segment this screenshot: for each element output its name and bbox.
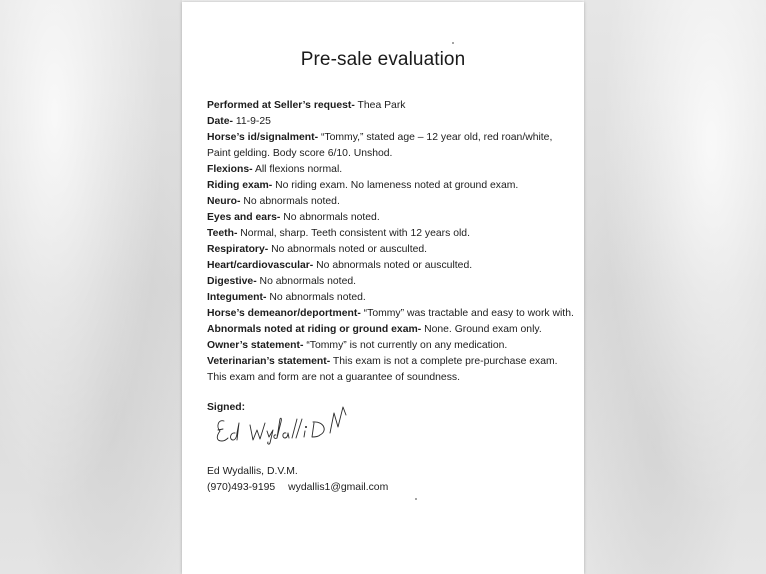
field-value: No abnormals noted or ausculted. bbox=[268, 244, 428, 255]
field-label: Eyes and ears- bbox=[207, 212, 281, 223]
field-riding-exam bbox=[207, 178, 577, 194]
field-vet-statement bbox=[207, 354, 577, 386]
signed-label: Signed: bbox=[207, 402, 246, 413]
field-owner-statement bbox=[207, 338, 577, 354]
field-label: Veterinarian’s statement- bbox=[207, 356, 331, 367]
field-value: Normal, sharp. Teeth consistent with 12 years old. bbox=[237, 228, 470, 239]
field-value: No riding exam. No lameness noted at ground exam. bbox=[272, 180, 519, 191]
field-neuro bbox=[207, 194, 577, 210]
field-value: No abnormals noted. bbox=[266, 292, 366, 303]
field-value: “Tommy” was tractable and easy to work with. bbox=[360, 308, 574, 319]
document-page bbox=[182, 2, 584, 574]
field-seller-request bbox=[207, 98, 577, 114]
field-value: No abnormals noted. bbox=[256, 276, 357, 287]
field-teeth bbox=[207, 226, 577, 242]
field-value: 11-9-25 bbox=[232, 116, 271, 127]
vet-email[interactable]: wydallis1@gmail.com bbox=[288, 482, 389, 493]
field-label: Teeth- bbox=[207, 228, 238, 239]
field-label: Performed at Seller’s request- bbox=[207, 100, 355, 111]
field-label: Digestive- bbox=[207, 276, 257, 287]
field-label: Flexions- bbox=[207, 164, 253, 175]
field-label: Owner’s statement- bbox=[207, 340, 304, 351]
document-title: Pre-sale evaluation bbox=[300, 49, 466, 70]
field-label: Horse’s demeanor/deportment- bbox=[207, 308, 361, 319]
vet-name: Ed Wydallis, D.V.M. bbox=[207, 466, 298, 477]
background-left bbox=[0, 0, 182, 574]
field-value: No abnormals noted. bbox=[240, 196, 340, 207]
field-value: This exam is not a complete pre-purchase exam. This exam and form are not a guarantee of soundness. bbox=[207, 356, 558, 383]
field-date bbox=[207, 114, 577, 130]
field-label: Respiratory- bbox=[207, 244, 269, 255]
field-integument bbox=[207, 290, 577, 306]
field-signalment bbox=[207, 130, 577, 162]
field-digestive bbox=[207, 274, 577, 290]
field-cardiovascular bbox=[207, 258, 577, 274]
scan-speck bbox=[415, 498, 417, 500]
field-label: Integument- bbox=[207, 292, 267, 303]
field-value: “Tommy,” stated age – 12 year old, red roan/white, Paint gelding. Body score 6/10. Unshod. bbox=[207, 132, 553, 159]
field-value: “Tommy” is not currently on any medication. bbox=[303, 340, 508, 351]
field-value: All flexions normal. bbox=[252, 164, 343, 175]
field-label: Abnormals noted at riding or ground exam- bbox=[207, 324, 422, 335]
field-label: Date- bbox=[207, 116, 233, 127]
field-value: Thea Park bbox=[354, 100, 406, 111]
field-label: Horse’s id/signalment- bbox=[207, 132, 319, 143]
field-label: Neuro- bbox=[207, 196, 241, 207]
vet-phone: (970)493-9195 bbox=[207, 482, 276, 493]
field-value: No abnormals noted or ausculted. bbox=[313, 260, 473, 271]
field-label: Riding exam- bbox=[207, 180, 273, 191]
field-demeanor bbox=[207, 306, 577, 322]
field-abnormals bbox=[207, 322, 577, 338]
scan-speck bbox=[452, 42, 454, 44]
field-value: None. Ground exam only. bbox=[421, 324, 542, 335]
vet-contact bbox=[207, 480, 577, 496]
field-eyes-ears bbox=[207, 210, 577, 226]
field-label: Heart/cardiovascular- bbox=[207, 260, 314, 271]
field-flexions bbox=[207, 162, 577, 178]
field-value: No abnormals noted. bbox=[280, 212, 380, 223]
background-right bbox=[584, 0, 766, 574]
field-respiratory bbox=[207, 242, 577, 258]
signature-image bbox=[210, 397, 375, 445]
